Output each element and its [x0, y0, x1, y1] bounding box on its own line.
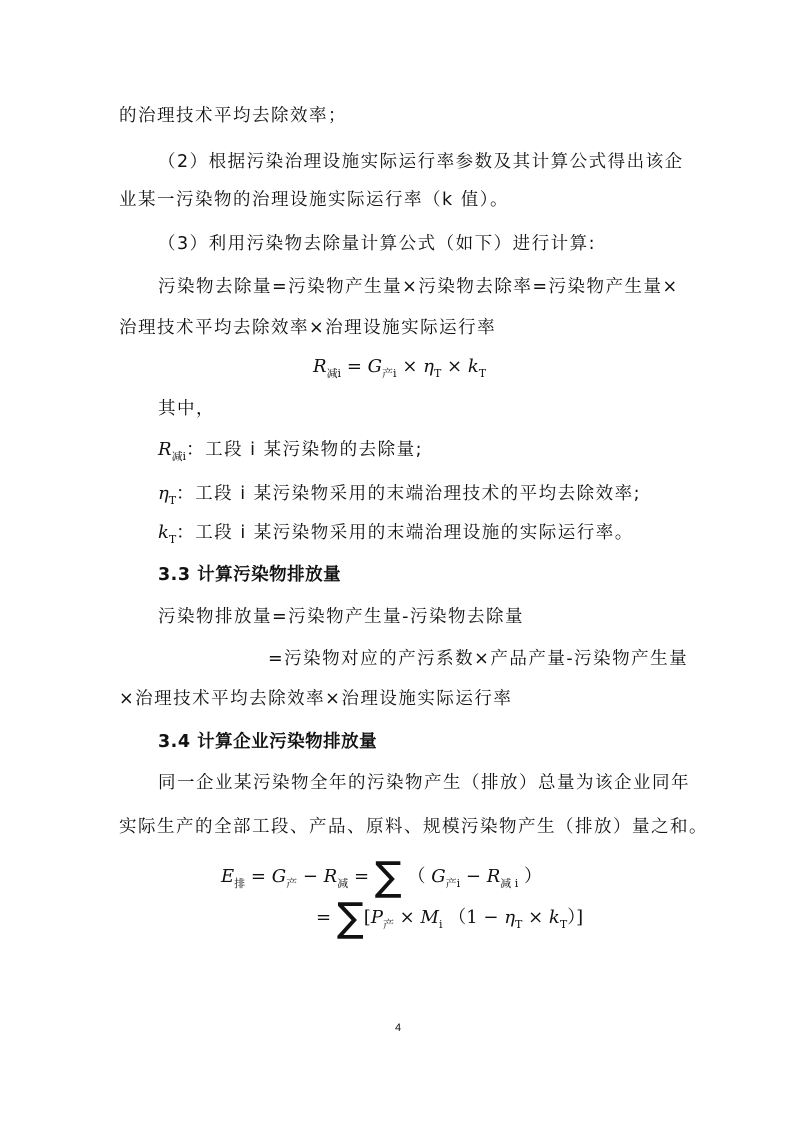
definition-k: $k_T$：工段 i 某污染物采用的末端治理设施的实际运行率。 [158, 522, 634, 546]
paragraph-line: 实际生产的全部工段、产品、原料、规模污染物产生（排放）量之和。 [119, 817, 708, 837]
paragraph-line: 治理技术平均去除效率×治理设施实际运行率 [119, 318, 497, 338]
formula-emission: $E_排 = G_产 - R_减$ = ∑ （ $G_{产i} - R_{减 i}$ ） [221, 854, 542, 900]
paragraph-line: 污染物去除量=污染物产生量×污染物去除率=污染物产生量× [158, 277, 679, 297]
definition-r: $R_{减i}$：工段 i 某污染物的去除量; [158, 439, 423, 463]
paragraph-line: ×治理技术平均去除效率×治理设施实际运行率 [119, 689, 513, 709]
formula-emission-expanded: = $\sum[P_产 \times M_i$ $(1 - \eta_T \times k_T)$] [316, 895, 584, 941]
formula-removal: $R_{减i} = G_{产i} \times \eta_T \times k_T$ [313, 356, 487, 380]
paragraph-line: 污染物排放量=污染物产生量-污染物去除量 [158, 607, 524, 627]
paragraph-line: 同一企业某污染物全年的污染物产生（排放）总量为该企业同年 [158, 773, 690, 793]
paragraph-line: 其中， [158, 399, 215, 419]
paragraph-line: （3）利用污染物去除量计算公式（如下）进行计算: [158, 234, 597, 254]
paragraph-line: =污染物对应的产污系数×产品产量-污染物产生量 [268, 649, 689, 669]
page-number: 4 [394, 1022, 402, 1034]
paragraph-line: 的治理技术平均去除效率； [119, 106, 347, 126]
paragraph-line: 业某一污染物的治理设施实际运行率（k 值）。 [119, 190, 509, 210]
section-heading: 3.4 计算企业污染物排放量 [158, 732, 378, 752]
paragraph-line: （2）根据污染治理设施实际运行率参数及其计算公式得出该企 [158, 152, 684, 172]
section-heading: 3.3 计算污染物排放量 [158, 565, 342, 585]
definition-eta: $\eta_T$：工段 i 某污染物采用的末端治理技术的平均去除效率; [158, 483, 642, 507]
